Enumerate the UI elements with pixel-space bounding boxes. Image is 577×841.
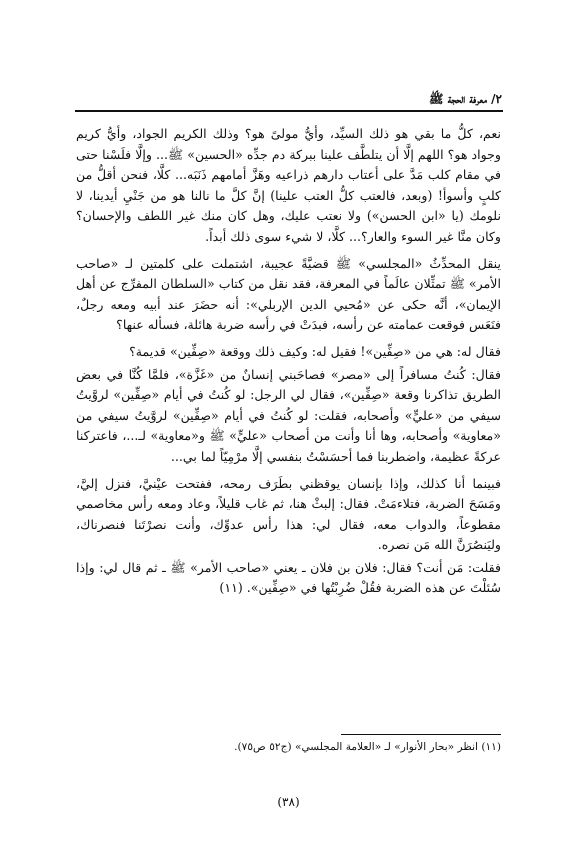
paragraph-2: ينقل المحدِّثُ «المجلسي» ﷺ قضيَّةً عجيبة، اشتملت على كلمتين لـ «صاحب الأمر» ﷺ تمثِّلان عالَماً في المعرفة، فقد نقل من كتاب «السلطان المفرِّج عن أهل الإيمان»، أنَّه حكى عن «مُحيي الدين الإربلي»: أنه حضَرَ عند أبيه ومعه رجلٌ، فنَعَس فوقعت عمامته عن رأسه، فبدَتْ في رأسه ضربة هائلة، فسأله عنها؟ xyxy=(76,255,501,333)
header-rule xyxy=(75,110,503,112)
body-text xyxy=(76,124,501,605)
running-header-title: ٢/ معرفة الحجة ﷺ xyxy=(429,92,502,106)
paragraph-1: نعم، كلُّ ما بقي هو ذلك السيِّد، وأيُّ مولىً هو؟ وذلك الكريم الجواد، وأيُّ كريم وجواد هو؟ اللهم إلَّا أن يتلطَّف علينا ببركة دم جدِّه «الحسين» ﷺ... وإلَّا فلَسْنا حتى في مقام كلب مَدَّ على أعتاب دارهم ذراعيه وهَزَّ أمامهم ذَنَبَه... كلَّا، فنحن أقلُّ من كلبٍ وأسوأ! (وبعد، فالعتب كلُّ العتب علينا) إنَّ كلَّ ما نالنا هو من جَنْيِ أيدينا، لا نلومك (يا «ابن الحسن») ولا نعتب عليك، وهل كان منك غير اللطف والإحسان؟ وكان منَّا غير السوء والعار؟... كلَّا، لا شيء سوى ذلك أبداً. xyxy=(76,126,501,244)
footnote-rule xyxy=(341,734,501,735)
page-number: (٣٨) xyxy=(277,795,300,809)
paragraph-3: فقال له: هي من «صِفِّين»! فقيل له: وكيف ذلك ووقعة «صِفِّين» قديمة؟ xyxy=(129,343,501,359)
paragraph-6: فقلت: مَن أنت؟ فقال: فلان بن فلان ـ يعني «صاحب الأمر» ﷺ ـ ثم قال لي: وإذا سُئلْتَ عن هذه الضربة فقُلْ ضُرِبْتُها في «صِفِّين». (١١) xyxy=(76,559,501,596)
paragraph-4: فقال: كُنتُ مسافراً إلى «مصر» فصاحَبني إنسانٌ من «غَزَّة»، فلمَّا كُنَّا في بعض الطريق تذاكرنا وقعة «صِفِّين»، فقال لي الرجل: لو كُنتُ في أيام «صِفِّين» لروَّيتُ سيفي من «عليٍّ» وأصحابه، فقلت: لو كُنتُ في أيام «صِفِّين» لروَّيتُ سيفي من «معاوية» وأصحابه، وها أنا وأنت من أصحاب «عليٍّ» ﷺ و«معاوية» لـ...، فاعتركنا عركةً عظيمة، واضطربنا فما أحسَسْتُ بنفسي إلَّا مرْمِيّاً لما بي... xyxy=(76,366,501,464)
footnote: (١١) انظر «بحار الأنوار» لـ «العلامة المجلسي» (ج٥٢ ص٧٥). xyxy=(234,741,501,753)
paragraph-5: فبينما أنا كذلك، وإذا بإنسان يوقظني بطَرَف رمحه، ففتحت عيْنيَّ، فنزل إليَّ، ومَسَحَ الضربة، فتلاءمَتْ. فقال: إلبثْ هنا، ثم غاب قليلاً، وعاد ومعه رأس مخاصمي مقطوعاً، والدواب معه، فقال لي: هذا رأس عدوِّك، وأنت نصرْتَنا فنصرناك، وليَنصُرَنَّ الله مَن نصره. xyxy=(76,475,501,553)
